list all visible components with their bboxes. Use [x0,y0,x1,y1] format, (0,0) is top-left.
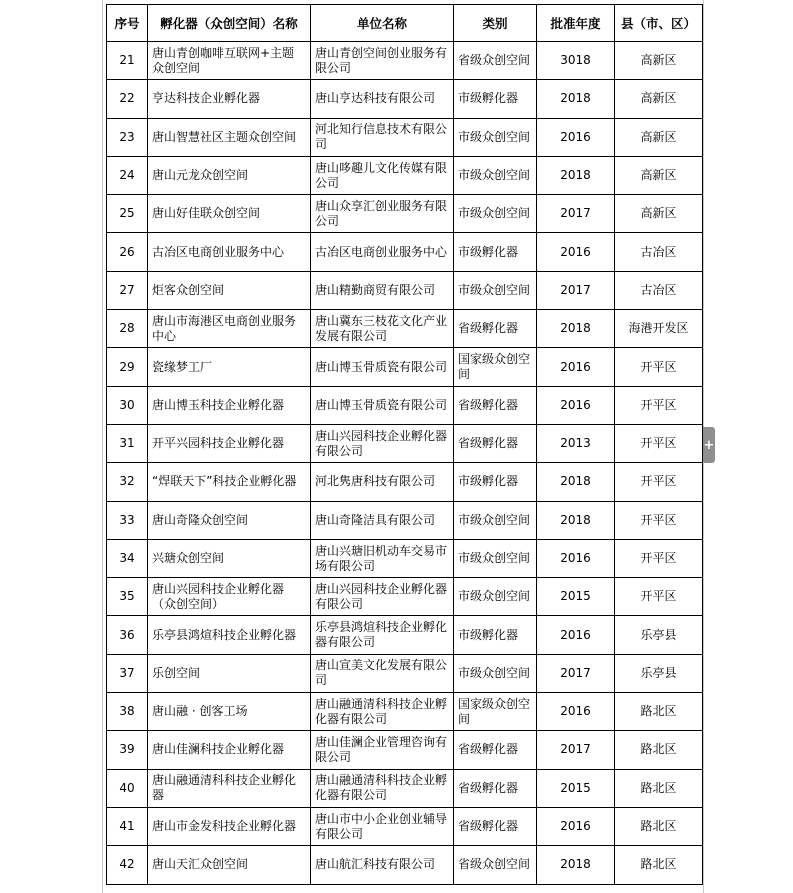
cell-num: 37 [107,654,148,692]
cell-category: 省级孵化器 [454,424,537,462]
table-row [107,463,703,501]
cell-num: 24 [107,156,148,194]
cell-county: 开平区 [615,539,703,577]
table-row [107,424,703,462]
cell-approval-year: 2018 [537,310,615,348]
cell-category: 市级孵化器 [454,463,537,501]
cell-unit-name: 唐山兴瑭旧机动车交易市场有限公司 [311,539,454,577]
cell-num: 40 [107,769,148,807]
cell-approval-year: 2018 [537,846,615,884]
table-row [107,539,703,577]
cell-approval-year: 2016 [537,693,615,731]
cell-incubator-name: 唐山博玉科技企业孵化器 [148,386,311,424]
cell-category: 市级众创空间 [454,156,537,194]
table-row [107,156,703,194]
cell-category: 市级众创空间 [454,195,537,233]
cell-county: 开平区 [615,578,703,616]
table-row [107,501,703,539]
table-row [107,769,703,807]
cell-unit-name: 唐山融通清科科技企业孵化器有限公司 [311,769,454,807]
cell-num: 41 [107,807,148,845]
cell-approval-year: 2017 [537,195,615,233]
cell-approval-year: 2018 [537,156,615,194]
cell-unit-name: 唐山兴园科技企业孵化器有限公司 [311,578,454,616]
cell-approval-year: 2017 [537,654,615,692]
header-year: 批准年度 [537,5,615,42]
cell-num: 33 [107,501,148,539]
table-row [107,578,703,616]
cell-category: 省级孵化器 [454,731,537,769]
cell-incubator-name: 瓷缘梦工厂 [148,348,311,386]
cell-unit-name: 唐山博玉骨质瓷有限公司 [311,386,454,424]
cell-incubator-name: 唐山好佳联众创空间 [148,195,311,233]
header-county: 县（市、区） [615,5,703,42]
cell-category: 省级孵化器 [454,807,537,845]
cell-approval-year: 2016 [537,807,615,845]
cell-unit-name: 唐山众享汇创业服务有限公司 [311,195,454,233]
cell-approval-year: 2016 [537,233,615,271]
cell-county: 开平区 [615,386,703,424]
cell-num: 26 [107,233,148,271]
table-header-row [107,5,703,42]
cell-num: 30 [107,386,148,424]
cell-unit-name: 古冶区电商创业服务中心 [311,233,454,271]
table-row [107,693,703,731]
cell-county: 路北区 [615,846,703,884]
header-name: 孵化器（众创空间）名称 [148,5,311,42]
incubator-table [106,4,703,885]
cell-category: 省级孵化器 [454,310,537,348]
table-row [107,118,703,156]
cell-approval-year: 2017 [537,271,615,309]
cell-num: 25 [107,195,148,233]
cell-county: 高新区 [615,156,703,194]
table-row [107,731,703,769]
plus-icon: + [703,437,715,453]
cell-county: 路北区 [615,807,703,845]
cell-num: 39 [107,731,148,769]
cell-approval-year: 2015 [537,769,615,807]
cell-county: 开平区 [615,424,703,462]
cell-unit-name: 唐山冀东三枝花文化产业发展有限公司 [311,310,454,348]
cell-unit-name: 河北知行信息技术有限公司 [311,118,454,156]
cell-num: 23 [107,118,148,156]
cell-unit-name: 唐山航汇科技有限公司 [311,846,454,884]
cell-num: 34 [107,539,148,577]
cell-incubator-name: “焊联天下”科技企业孵化器 [148,463,311,501]
header-num: 序号 [107,5,148,42]
cell-county: 高新区 [615,195,703,233]
table-row [107,348,703,386]
cell-approval-year: 2017 [537,731,615,769]
cell-incubator-name: 炬客众创空间 [148,271,311,309]
cell-county: 高新区 [615,118,703,156]
cell-county: 开平区 [615,348,703,386]
cell-num: 35 [107,578,148,616]
cell-approval-year: 2018 [537,80,615,118]
cell-incubator-name: 乐创空间 [148,654,311,692]
cell-incubator-name: 唐山融 · 创客工场 [148,693,311,731]
cell-unit-name: 唐山博玉骨质瓷有限公司 [311,348,454,386]
cell-category: 省级众创空间 [454,42,537,80]
cell-category: 市级众创空间 [454,501,537,539]
cell-num: 21 [107,42,148,80]
cell-incubator-name: 唐山融通清科科技企业孵化器 [148,769,311,807]
cell-incubator-name: 唐山青创咖啡互联网+主题众创空间 [148,42,311,80]
cell-county: 高新区 [615,80,703,118]
header-unit: 单位名称 [311,5,454,42]
table-row [107,386,703,424]
cell-unit-name: 唐山精勤商贸有限公司 [311,271,454,309]
cell-num: 31 [107,424,148,462]
cell-unit-name: 唐山青创空间创业服务有限公司 [311,42,454,80]
cell-approval-year: 2016 [537,386,615,424]
table-row [107,271,703,309]
cell-approval-year: 2016 [537,118,615,156]
cell-incubator-name: 唐山天汇众创空间 [148,846,311,884]
cell-unit-name: 唐山市中小企业创业辅导有限公司 [311,807,454,845]
cell-num: 27 [107,271,148,309]
table-row [107,42,703,80]
cell-incubator-name: 唐山市金发科技企业孵化器 [148,807,311,845]
cell-category: 省级众创空间 [454,846,537,884]
cell-approval-year: 3018 [537,42,615,80]
cell-approval-year: 2018 [537,463,615,501]
table-row [107,195,703,233]
cell-num: 38 [107,693,148,731]
table-row [107,310,703,348]
table-row [107,654,703,692]
cell-unit-name: 唐山融通清科科技企业孵化器有限公司 [311,693,454,731]
cell-category: 市级孵化器 [454,616,537,654]
table-row [107,233,703,271]
cell-unit-name: 唐山兴园科技企业孵化器有限公司 [311,424,454,462]
cell-category: 省级孵化器 [454,769,537,807]
cell-county: 乐亭县 [615,616,703,654]
cell-incubator-name: 乐亭县鸿煊科技企业孵化器 [148,616,311,654]
cell-county: 古冶区 [615,233,703,271]
cell-county: 乐亭县 [615,654,703,692]
cell-category: 国家级众创空间 [454,348,537,386]
side-expand-tab[interactable] [703,427,715,463]
cell-num: 42 [107,846,148,884]
cell-category: 市级孵化器 [454,80,537,118]
table-row [107,616,703,654]
cell-incubator-name: 古冶区电商创业服务中心 [148,233,311,271]
cell-county: 高新区 [615,42,703,80]
cell-county: 路北区 [615,693,703,731]
table-body [107,42,703,885]
cell-category: 市级众创空间 [454,271,537,309]
cell-county: 古冶区 [615,271,703,309]
cell-county: 开平区 [615,463,703,501]
cell-unit-name: 河北隽唐科技有限公司 [311,463,454,501]
cell-num: 36 [107,616,148,654]
cell-category: 市级孵化器 [454,233,537,271]
cell-approval-year: 2015 [537,578,615,616]
cell-incubator-name: 开平兴园科技企业孵化器 [148,424,311,462]
cell-num: 29 [107,348,148,386]
cell-incubator-name: 唐山元龙众创空间 [148,156,311,194]
table-row [107,80,703,118]
cell-incubator-name: 唐山奇隆众创空间 [148,501,311,539]
cell-category: 市级众创空间 [454,539,537,577]
cell-num: 32 [107,463,148,501]
cell-unit-name: 乐亭县鸿煊科技企业孵化器有限公司 [311,616,454,654]
cell-county: 海港开发区 [615,310,703,348]
cell-category: 市级众创空间 [454,654,537,692]
cell-approval-year: 2018 [537,501,615,539]
cell-incubator-name: 唐山佳澜科技企业孵化器 [148,731,311,769]
page-left-edge [102,0,103,893]
cell-incubator-name: 兴瑭众创空间 [148,539,311,577]
cell-unit-name: 唐山哆趣儿文化传媒有限公司 [311,156,454,194]
cell-approval-year: 2013 [537,424,615,462]
cell-approval-year: 2016 [537,539,615,577]
cell-approval-year: 2016 [537,348,615,386]
cell-category: 国家级众创空间 [454,693,537,731]
cell-unit-name: 唐山亨达科技有限公司 [311,80,454,118]
cell-unit-name: 唐山佳澜企业管理咨询有限公司 [311,731,454,769]
cell-incubator-name: 唐山兴园科技企业孵化器（众创空间） [148,578,311,616]
cell-category: 市级众创空间 [454,118,537,156]
cell-incubator-name: 唐山市海港区电商创业服务中心 [148,310,311,348]
table-row [107,846,703,884]
cell-incubator-name: 亨达科技企业孵化器 [148,80,311,118]
cell-num: 22 [107,80,148,118]
cell-category: 省级孵化器 [454,386,537,424]
header-type: 类别 [454,5,537,42]
cell-unit-name: 唐山宣美文化发展有限公司 [311,654,454,692]
cell-approval-year: 2016 [537,616,615,654]
cell-num: 28 [107,310,148,348]
cell-county: 路北区 [615,769,703,807]
table-row [107,807,703,845]
cell-category: 市级众创空间 [454,578,537,616]
cell-incubator-name: 唐山智慧社区主题众创空间 [148,118,311,156]
cell-unit-name: 唐山奇隆洁具有限公司 [311,501,454,539]
cell-county: 开平区 [615,501,703,539]
cell-county: 路北区 [615,731,703,769]
